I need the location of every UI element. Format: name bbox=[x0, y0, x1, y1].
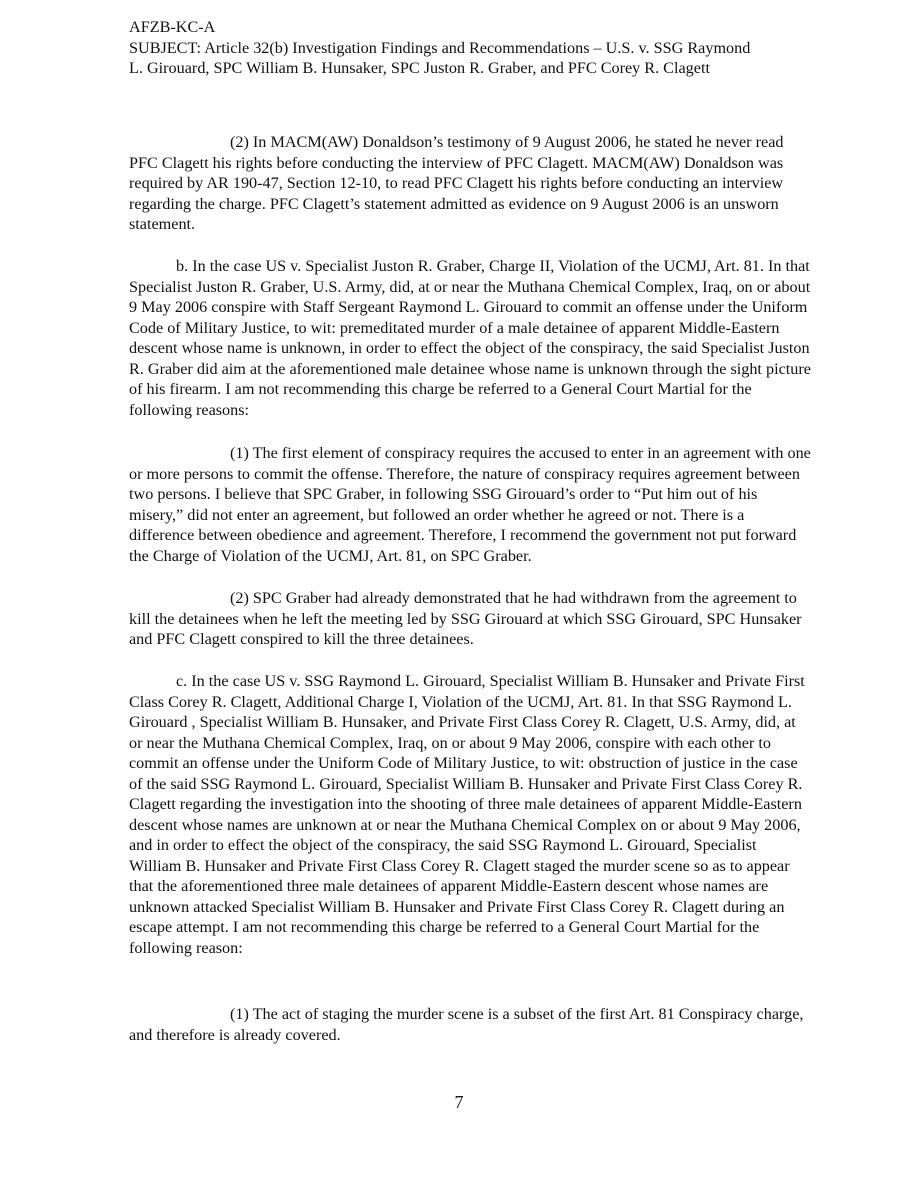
page-number: 7 bbox=[454, 1092, 464, 1112]
subject-line-1: SUBJECT: Article 32(b) Investigation Findings and Recommendations – U.S. v. SSG Raymond bbox=[129, 38, 751, 57]
office-symbol: AFZB-KC-A bbox=[129, 18, 216, 36]
paragraph-b: b. In the case US v. Specialist Juston R. Graber, Charge II, Violation of the UCMJ, Art. 81. In that Specialist Juston R. Graber, U.S. Army, did, at or near the Muthana Chemical Complex, Iraq, on or about 9 May 2006 conspire with Staff Sergeant Raymond L. Girouard to commit an offense under the Uniform Code of Military Justice, to wit: premeditated murder of a male detainee of apparent Middle-Eastern descent whose name is unknown, in order to effect the object of the conspiracy, the said Specialist Juston R. Graber did aim at the aforementioned male detainee whose name is unknown through the sight picture of his firearm. I am not recommending this charge be referred to a General Court Martial for the following reasons: bbox=[129, 257, 811, 419]
paragraph-b-2: (2) SPC Graber had already demonstrated that he had withdrawn from the agreement to kill the detainees when he left the meeting led by SSG Girouard at which SSG Girouard, SPC Hunsaker and PFC Clagett conspired to kill the three detainees. bbox=[129, 589, 802, 648]
memo-header bbox=[129, 17, 829, 79]
paragraph-c-1: (1) The act of staging the murder scene is a subset of the first Art. 81 Conspiracy charge, and therefore is already covered. bbox=[129, 1005, 804, 1044]
paragraph-c: c. In the case US v. SSG Raymond L. Girouard, Specialist William B. Hunsaker and Private First Class Corey R. Clagett, Additional Charge I, Violation of the UCMJ, Art. 81. In that SSG Raymond L. Girouard , Specialist William B. Hunsaker, and Private First Class Corey R. Clagett, U.S. Army, did, at or near the Muthana Chemical Complex, Iraq, on or about 9 May 2006, conspire with each other to commit an offense under the Uniform Code of Military Justice, to wit: obstruction of justice in the case of the said SSG Raymond L. Girouard, Specialist William B. Hunsaker and Private First Class Corey R. Clagett regarding the investigation into the shooting of three male detainees of apparent Middle-Eastern descent whose names are unknown at or near the Muthana Chemical Complex on or about 9 May 2006, and in order to effect the object of the conspiracy, the said SSG Raymond L. Girouard, Specialist William B. Hunsaker and Private First Class Corey R. Clagett staged the murder scene so as to appear that the aforementioned three male detainees of apparent Middle-Eastern descent whose names are unknown attacked Specialist William B. Hunsaker and Private First Class Corey R. Clagett during an escape attempt. I am not recommending this charge be referred to a General Court Martial for the following reason: bbox=[129, 672, 805, 957]
subject-line-2: L. Girouard, SPC William B. Hunsaker, SPC Juston R. Graber, and PFC Corey R. Clagett bbox=[129, 59, 710, 77]
paragraph-b-1: (1) The first element of conspiracy requires the accused to enter in an agreement with one or more persons to commit the offense. Therefore, the nature of conspiracy requires agreement between two persons. I believe that SPC Graber, in following SSG Girouard’s order to “Put him out of his misery,” did not enter an agreement, but followed an order whether he agreed or not. There is a difference between obedience and agreement. Therefore, I recommend the government not put forward the Charge of Violation of the UCMJ, Art. 81, on SPC Graber. bbox=[129, 444, 811, 565]
paragraph-a-2: (2) In MACM(AW) Donaldson’s testimony of 9 August 2006, he stated he never read PFC Clagett his rights before conducting the interview of PFC Clagett. MACM(AW) Donaldson was required by AR 190-47, Section 12-10, to read PFC Clagett his rights before conducting an interview regarding the charge. PFC Clagett’s statement admitted as evidence on 9 August 2006 is an unsworn statement. bbox=[129, 133, 784, 233]
